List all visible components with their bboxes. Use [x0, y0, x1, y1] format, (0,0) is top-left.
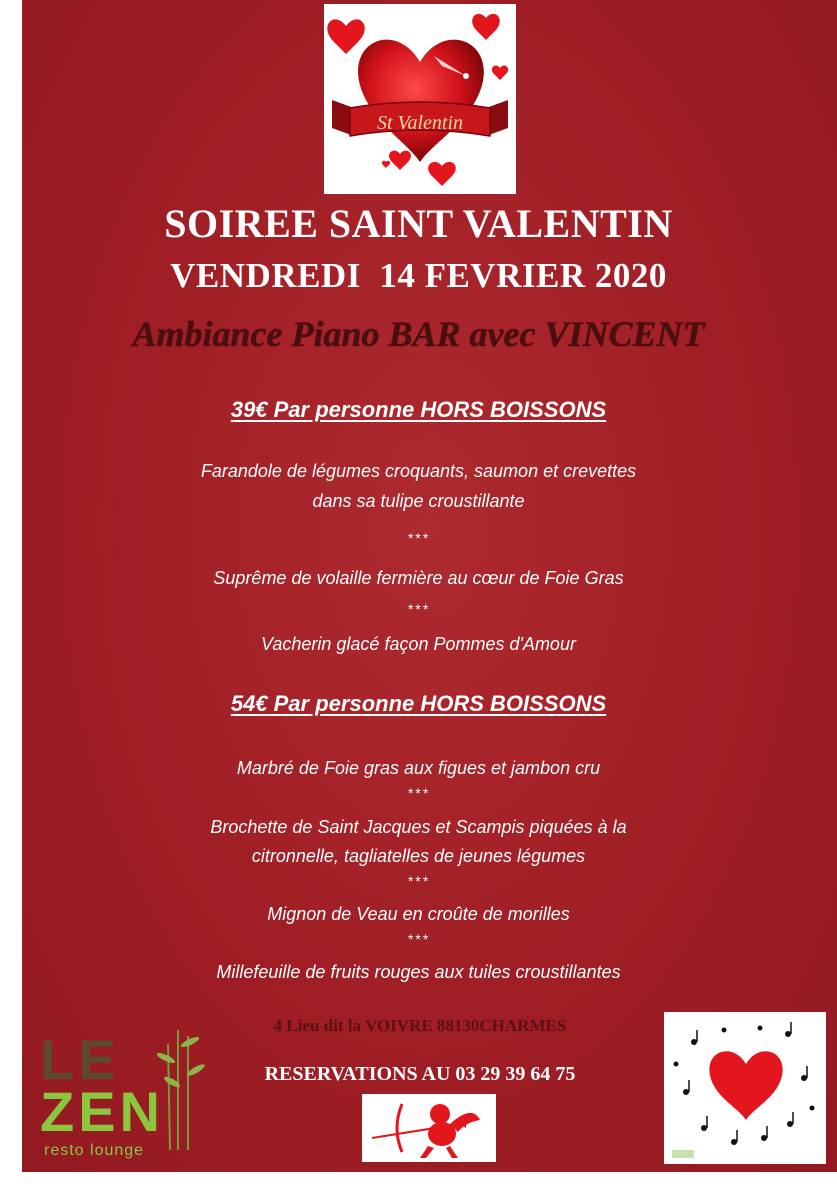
cupid-image [362, 1094, 496, 1162]
menu1-dish-line: Farandole de légumes croquants, saumon et crevettes [200, 461, 637, 481]
reservation-phone: RESERVATIONS AU 03 29 39 64 75 [264, 1063, 576, 1085]
menu-separator: *** [407, 931, 430, 947]
menu-separator: *** [407, 530, 430, 546]
st-valentin-image [324, 4, 516, 194]
menu2-dish-line: Mignon de Veau en croûte de morilles [267, 904, 570, 924]
event-date: VENDREDI 14 FEVRIER 2020 [170, 256, 667, 295]
menu1-dish-line: Suprême de volaille fermière au cœur de Foie Gras [213, 568, 624, 588]
heart-banner-icon [324, 4, 516, 194]
music-heart-icon [664, 1012, 826, 1164]
menu-separator: *** [407, 601, 430, 617]
menu2-dish-line: Marbré de Foie gras aux figues et jambon cru [236, 758, 601, 778]
menu2-price: 54€ Par personne HORS BOISSONS [230, 691, 607, 716]
svg-text:St Valentin: St Valentin [376, 112, 464, 134]
logo-le: LE [40, 1028, 120, 1091]
menu2-dish-line: Brochette de Saint Jacques et Scampis piquées à la [210, 817, 627, 837]
cupid-icon [362, 1094, 496, 1162]
restaurant-address: 4 Lieu dit la VOIVRE 88130CHARMES [273, 1016, 567, 1035]
event-title: SOIREE SAINT VALENTIN [164, 201, 673, 246]
menu2-dish-line: Millefeuille de fruits rouges aux tuiles croustillantes [216, 962, 621, 982]
menu1-price: 39€ Par personne HORS BOISSONS [230, 397, 607, 422]
menu1-dish-line: dans sa tulipe croustillante [312, 491, 525, 511]
le-zen-logo [38, 1030, 208, 1165]
menu2-dish-line: citronnelle, tagliatelles de jeunes légumes [251, 846, 586, 866]
menu1-dish-line: Vacherin glacé façon Pommes d'Amour [261, 634, 576, 654]
logo-zen: ZEN [40, 1080, 164, 1143]
logo-tagline: resto lounge [44, 1142, 145, 1159]
menu-separator: *** [407, 873, 430, 889]
event-subtitle: Ambiance Piano BAR avec VINCENT [132, 314, 705, 354]
music-heart-image [664, 1012, 826, 1164]
menu-separator: *** [407, 785, 430, 801]
